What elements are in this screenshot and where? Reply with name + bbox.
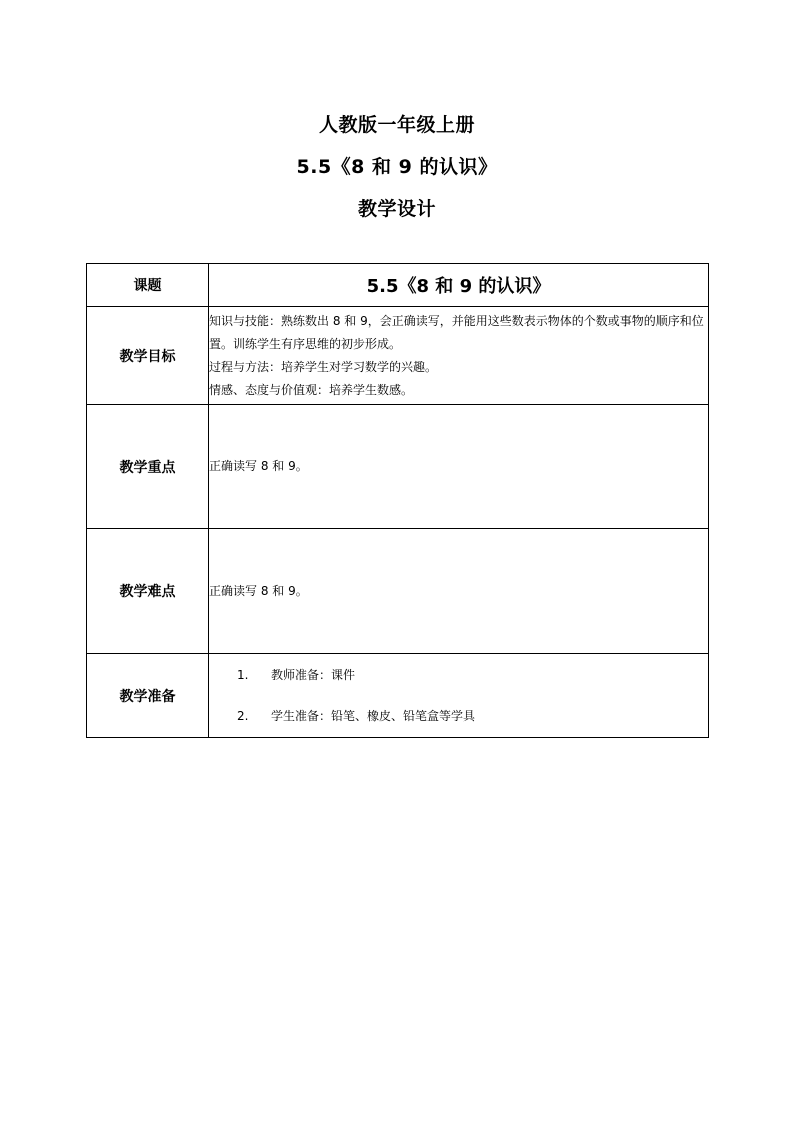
subject-value: 5.5《8 和 9 的认识》 — [209, 264, 709, 307]
difficulties-label: 教学难点 — [87, 529, 209, 654]
table-row-goals — [87, 307, 709, 405]
table-row-preparation — [87, 654, 709, 738]
list-item-text: 学生准备：铅笔、橡皮、铅笔盒等学具 — [271, 709, 476, 723]
table-row-difficulties — [87, 529, 709, 654]
title-line-lesson: 5.5《8 和 9 的认识》 — [296, 156, 498, 178]
difficulties-content: 正确读写 8 和 9。 — [209, 529, 709, 654]
lesson-plan-table — [86, 263, 709, 738]
table-row-key-points — [87, 405, 709, 529]
goal-knowledge: 知识与技能：熟练数出 8 和 9，会正确读写，并能用这些数表示物体的个数或事物的顺序和位置。训练学生有序思维的初步形成。 — [209, 313, 704, 351]
preparation-list — [209, 665, 708, 726]
subject-label: 课题 — [87, 264, 209, 307]
table-row-subject — [87, 264, 709, 307]
list-item — [209, 706, 708, 726]
goal-process: 过程与方法：培养学生对学习数学的兴趣。 — [209, 359, 438, 374]
title-line-textbook: 人教版一年级上册 — [318, 114, 475, 136]
title-line-doc-type: 教学设计 — [357, 198, 436, 220]
preparation-content — [209, 654, 709, 738]
list-item — [209, 665, 708, 685]
key-points-label: 教学重点 — [87, 405, 209, 529]
goals-content — [209, 307, 709, 405]
goal-attitude: 情感、态度与价值观：培养学生数感。 — [209, 382, 414, 397]
key-points-content: 正确读写 8 和 9。 — [209, 405, 709, 529]
document-title — [0, 104, 794, 230]
goals-label: 教学目标 — [87, 307, 209, 405]
list-item-text: 教师准备：课件 — [271, 668, 356, 682]
list-item-number: 2. — [237, 709, 249, 723]
preparation-label: 教学准备 — [87, 654, 209, 738]
list-item-number: 1. — [237, 668, 249, 682]
